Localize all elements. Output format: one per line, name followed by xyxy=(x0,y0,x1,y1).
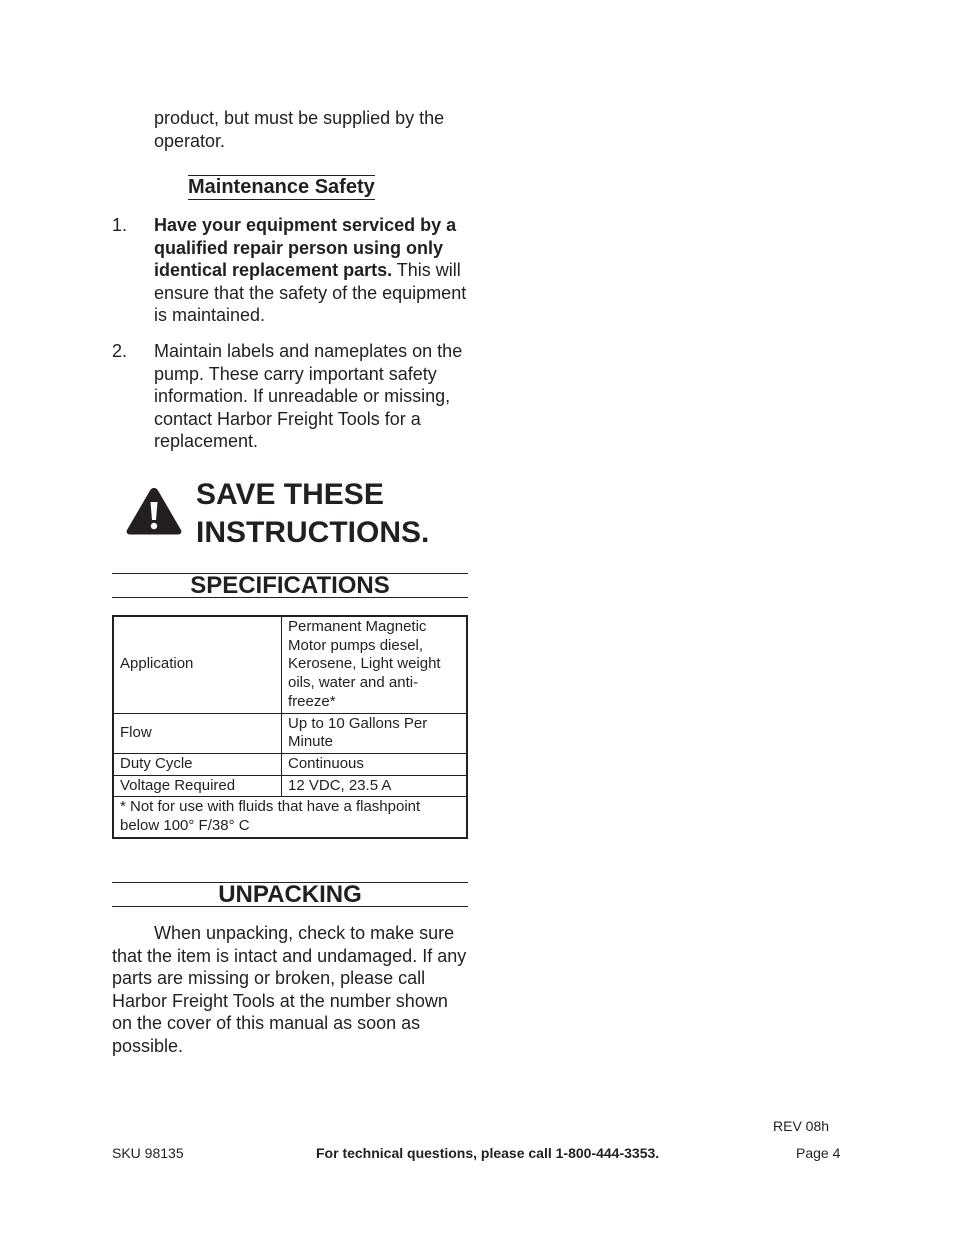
list-item-1 xyxy=(154,214,474,327)
spec-label: Flow xyxy=(113,713,282,753)
spec-value: Up to 10 Gallons Per Minute xyxy=(282,713,468,753)
save-instructions-title xyxy=(196,476,496,551)
table-row xyxy=(113,713,467,753)
footer-page-number: Page 4 xyxy=(796,1145,841,1161)
list-item-2-text: Maintain labels and nameplates on the pump. These carry important safety information. If unreadable or missing, contact Harbor Freight Tools for a replacement. xyxy=(154,341,463,451)
table-row xyxy=(113,753,467,775)
footer-tech-questions: For technical questions, please call 1-800-444-3353. xyxy=(316,1145,660,1161)
table-row xyxy=(113,775,467,797)
intro-continuation: product, but must be supplied by the operator. xyxy=(154,108,445,151)
save-title-line1: SAVE THESE xyxy=(196,478,384,511)
list-item-2 xyxy=(154,340,474,453)
table-row xyxy=(113,797,467,838)
spec-value: Continuous xyxy=(282,753,468,775)
spec-value: Permanent Magnetic Motor pumps diesel, Kerosene, Light weight oils, water and anti-freeze* xyxy=(282,616,468,713)
unpacking-text: When unpacking, check to make sure that the item is intact and undamaged. If any parts are missing or broken, please call Harbor Freight Tools at the number shown on the cover of this manual as soon as possible. xyxy=(112,923,467,1056)
revision-label: REV 08h xyxy=(773,1118,830,1134)
list-number-2: 2. xyxy=(112,341,128,361)
unpacking-paragraph xyxy=(112,922,472,1057)
unpacking-heading: UNPACKING xyxy=(112,882,468,907)
spec-footnote: * Not for use with fluids that have a flashpoint below 100° F/38° C xyxy=(113,797,467,838)
specifications-table xyxy=(112,615,468,839)
spec-label: Duty Cycle xyxy=(113,753,282,775)
maintenance-safety-heading: Maintenance Safety xyxy=(188,176,375,198)
table-row xyxy=(113,616,467,713)
spec-label: Voltage Required xyxy=(113,775,282,797)
specifications-heading: SPECIFICATIONS xyxy=(112,573,468,598)
footer-sku: SKU 98135 xyxy=(112,1145,184,1161)
list-item-1-text: This will ensure that the safety of the equipment is maintained. xyxy=(154,260,467,325)
spec-label: Application xyxy=(113,616,282,713)
list-number-1: 1. xyxy=(112,215,128,235)
list-item-1-bold: Have your equipment serviced by a qualified repair person using only identical replacement parts. xyxy=(154,215,457,280)
warning-triangle-icon xyxy=(125,486,183,536)
save-title-line2: INSTRUCTIONS. xyxy=(196,515,430,549)
spec-value: 12 VDC, 23.5 A xyxy=(282,775,468,797)
